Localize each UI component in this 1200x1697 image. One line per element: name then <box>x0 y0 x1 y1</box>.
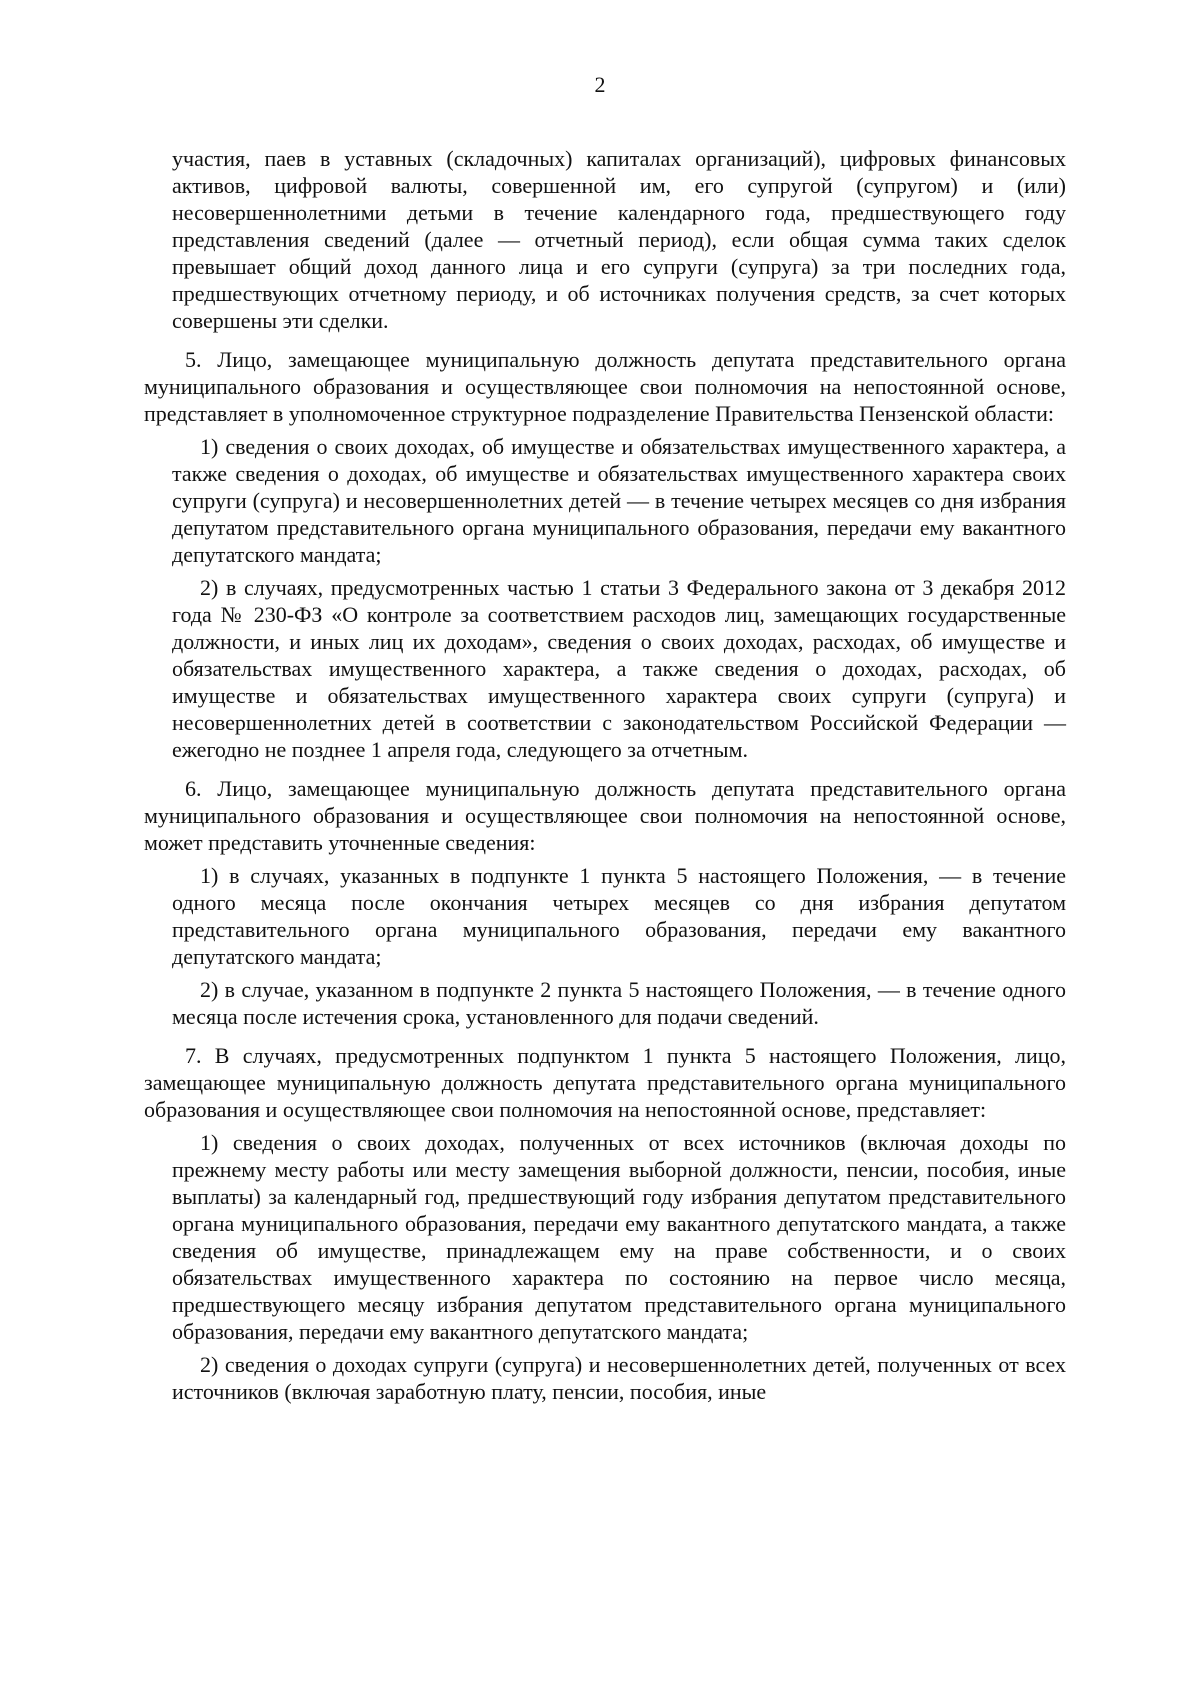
paragraph-item-7: 7. В случаях, предусмотренных подпунктом 1 пункта 5 настоящего Положения, лицо, замещающее муниципальную должность депутата представительного органа муниципального образования и осуществляющее свои полномочия на непостоянной основе, представляет: <box>144 1043 1066 1122</box>
paragraph-item-6-1: 1) в случаях, указанных в подпункте 1 пункта 5 настоящего Положения, — в течение одного месяца после окончания четырех месяцев со дня избрания депутатом представительного органа муниципального образования, передачи ему вакантного депутатского мандата; <box>172 863 1066 969</box>
paragraph-continuation: участия, паев в уставных (складочных) капиталах организаций), цифровых финансовых активов, цифровой валюты, совершенной им, его супругой (супругом) и (или) несовершеннолетними детьми в течение календарного года, предшествующего году представления сведений (далее — отчетный период), если общая сумма таких сделок превышает общий доход данного лица и его супруги (супруга) за три последних года, предшествующих отчетному периоду, и об источниках получения средств, за счет которых совершены эти сделки. <box>172 146 1066 333</box>
paragraph-item-5-1: 1) сведения о своих доходах, об имуществе и обязательствах имущественного характера, а также сведения о доходах, об имуществе и обязательствах имущественного характера своих супруги (супруга) и несовершеннолетних детей — в течение четырех месяцев со дня избрания депутатом представительного органа муниципального образования, передачи ему вакантного депутатского мандата; <box>172 434 1066 567</box>
paragraph-item-7-2: 2) сведения о доходах супруги (супруга) и несовершеннолетних детей, полученных от всех источников (включая заработную плату, пенсии, пособия, иные <box>172 1352 1066 1404</box>
document-body <box>144 145 1066 1405</box>
paragraph-item-6-2: 2) в случае, указанном в подпункте 2 пункта 5 настоящего Положения, — в течение одного месяца после истечения срока, установленного для подачи сведений. <box>172 977 1066 1029</box>
page-number: 2 <box>594 72 606 97</box>
paragraph-item-5: 5. Лицо, замещающее муниципальную должность депутата представительного органа муниципального образования и осуществляющее свои полномочия на непостоянной основе, представляет в уполномоченное структурное подразделение Правительства Пензенской области: <box>144 347 1066 426</box>
paragraph-item-5-2: 2) в случаях, предусмотренных частью 1 статьи 3 Федерального закона от 3 декабря 2012 года № 230-ФЗ «О контроле за соответствием расходов лиц, замещающих государственные должности, и иных лиц их доходам», сведения о своих доходах, расходах, об имуществе и обязательствах имущественного характера, а также сведения о доходах, расходах, об имуществе и обязательствах имущественного характера своих супруги (супруга) и несовершеннолетних детей в соответствии с законодательством Российской Федерации — ежегодно не позднее 1 апреля года, следующего за отчетным. <box>172 575 1066 762</box>
paragraph-item-7-1: 1) сведения о своих доходах, полученных от всех источников (включая доходы по прежнему месту работы или месту замещения выборной должности, пенсии, пособия, иные выплаты) за календарный год, предшествующий году избрания депутатом представительного органа муниципального образования, передачи ему вакантного депутатского мандата, а также сведения об имуществе, принадлежащем ему на праве собственности, и о своих обязательствах имущественного характера по состоянию на первое число месяца, предшествующего месяцу избрания депутатом представительного органа муниципального образования, передачи ему вакантного депутатского мандата; <box>172 1130 1066 1344</box>
paragraph-item-6: 6. Лицо, замещающее муниципальную должность депутата представительного органа муниципального образования и осуществляющее свои полномочия на непостоянной основе, может представить уточненные сведения: <box>144 776 1066 855</box>
